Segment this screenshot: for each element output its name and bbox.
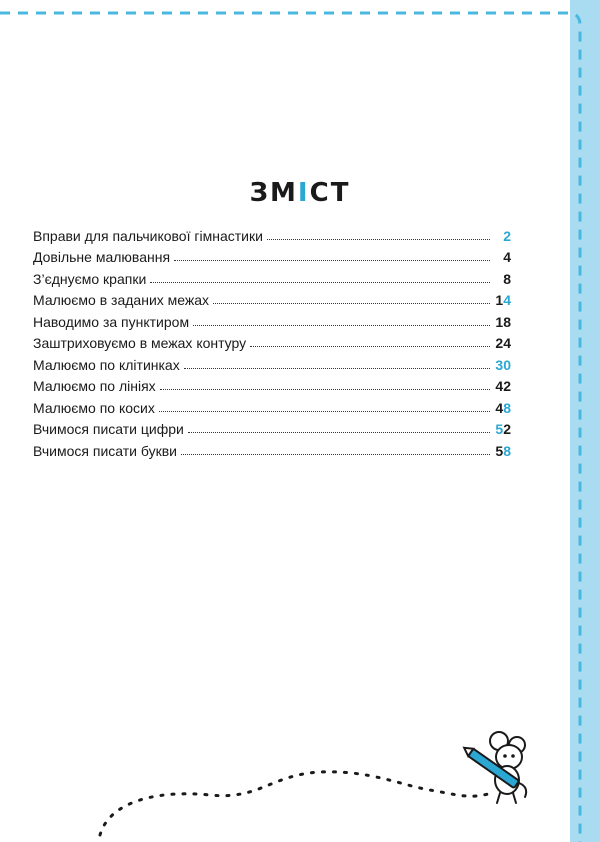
toc-page-number: 58 xyxy=(495,442,511,459)
toc-row[interactable] xyxy=(33,330,511,352)
toc-row[interactable] xyxy=(33,287,511,309)
toc-row[interactable] xyxy=(33,351,511,373)
dot-leader xyxy=(181,453,490,455)
dot-leader xyxy=(174,259,490,261)
dot-leader xyxy=(250,345,490,347)
dot-leader xyxy=(159,410,490,412)
dot-leader xyxy=(267,238,490,240)
toc-page-number: 4 xyxy=(503,249,511,265)
toc-label: Малюємо в заданих межах xyxy=(33,292,210,308)
toc-row[interactable] xyxy=(33,308,511,330)
toc-label: Вправи для пальчикової гімнастики xyxy=(33,227,263,244)
toc-label: Малюємо по клітинках xyxy=(33,356,180,373)
toc-row[interactable] xyxy=(33,416,511,438)
page-title xyxy=(0,178,600,208)
toc-page-number: 48 xyxy=(495,399,511,416)
toc-row[interactable] xyxy=(33,244,511,266)
toc-page-number: 52 xyxy=(495,421,511,437)
table-of-contents xyxy=(33,222,511,459)
toc-label: Вчимося писати цифри xyxy=(33,421,184,437)
toc-label: Вчимося писати букви xyxy=(33,442,177,459)
toc-row[interactable] xyxy=(33,373,511,395)
dot-leader xyxy=(150,281,490,283)
dot-leader xyxy=(193,324,490,326)
dot-leader xyxy=(188,431,490,433)
toc-row[interactable] xyxy=(33,265,511,287)
toc-label: Довільне малювання xyxy=(33,249,171,265)
title-accent-letter: І xyxy=(297,178,310,208)
toc-label: Наводимо за пунктиром xyxy=(33,313,190,330)
toc-page-number: 24 xyxy=(495,335,511,351)
toc-page-number: 8 xyxy=(503,270,511,287)
toc-label: З’єднуємо крапки xyxy=(33,270,147,287)
toc-row[interactable] xyxy=(33,394,511,416)
title-part-1: ЗМ xyxy=(249,178,298,208)
toc-page-number: 14 xyxy=(495,292,511,308)
toc-page-number: 42 xyxy=(495,378,511,394)
toc-row[interactable] xyxy=(33,222,511,244)
title-part-2: СТ xyxy=(309,178,351,208)
toc-label: Заштриховуємо в межах контуру xyxy=(33,335,247,351)
dot-leader xyxy=(213,302,490,304)
toc-page-number: 2 xyxy=(503,227,511,244)
toc-label: Малюємо по лініях xyxy=(33,378,156,394)
toc-row[interactable] xyxy=(33,437,511,459)
toc-label: Малюємо по косих xyxy=(33,399,155,416)
dot-leader xyxy=(184,367,490,369)
mouse-with-pencil-icon xyxy=(455,725,545,815)
toc-page-number: 18 xyxy=(495,313,511,330)
toc-page-number: 30 xyxy=(495,356,511,373)
dot-leader xyxy=(160,388,490,390)
